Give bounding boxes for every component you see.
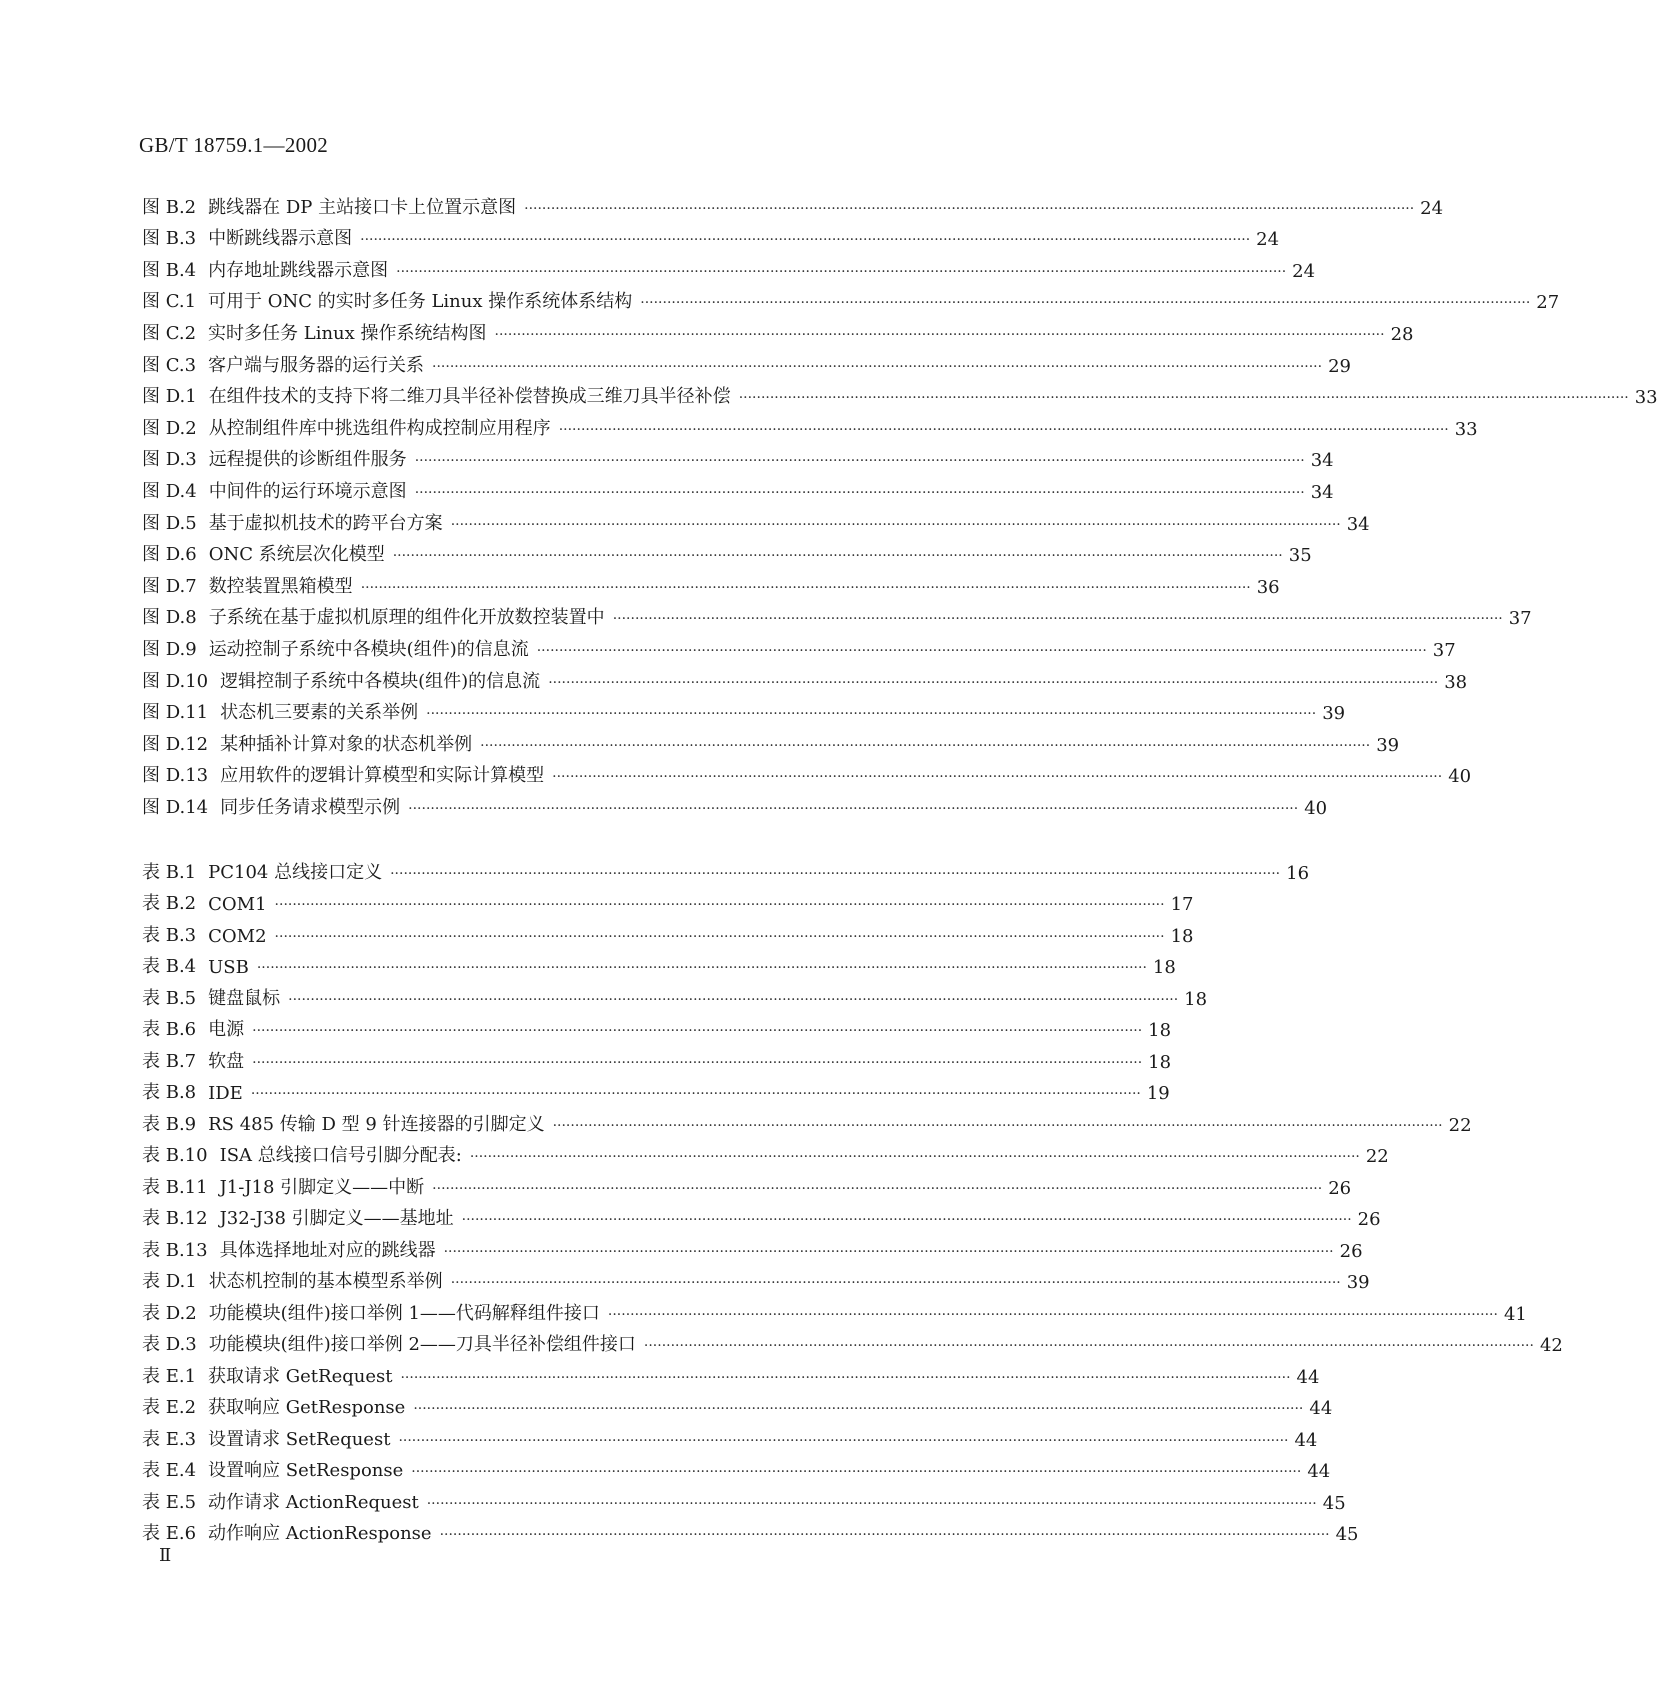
figure-label: 图 D.1 <box>142 386 197 408</box>
table-label: 表 B.6 <box>142 1019 197 1040</box>
table-list <box>142 852 1563 1545</box>
table-entry[interactable] <box>142 1388 1333 1420</box>
figure-page-number: 24 <box>1420 197 1444 219</box>
figure-page-number: 34 <box>1310 450 1334 472</box>
dot-leader: ········································································································································································································ <box>558 421 1449 438</box>
figure-entry[interactable] <box>142 661 1468 693</box>
figure-page-number: 27 <box>1536 292 1560 314</box>
dot-leader: ········································································································································································································ <box>524 200 1415 217</box>
figure-entry[interactable] <box>142 629 1456 661</box>
dot-leader: ········································································································································································································ <box>536 642 1427 659</box>
table-page-number: 18 <box>1152 957 1176 978</box>
figure-entry[interactable] <box>142 503 1370 535</box>
figure-title: 同步任务请求模型示例 <box>220 796 401 818</box>
table-title: RS 485 传输 D 型 9 针连接器的引脚定义 <box>208 1113 545 1135</box>
table-entry[interactable] <box>142 1167 1352 1199</box>
figure-page-number: 37 <box>1508 608 1532 630</box>
table-label: 表 E.6 <box>142 1523 197 1544</box>
figure-entry[interactable] <box>142 598 1532 630</box>
figure-page-number: 38 <box>1444 671 1468 693</box>
dot-leader: ········································································································································································································ <box>607 1306 1498 1323</box>
dot-leader: ········································································································································································································ <box>469 1149 1360 1165</box>
figure-title: 客户端与服务器的运行关系 <box>208 354 425 376</box>
table-title: 功能模块(组件)接口举例 2——刀具半径补偿组件接口 <box>208 1334 636 1355</box>
figure-title: 某种插补计算对象的状态机举例 <box>220 733 473 755</box>
figure-entry[interactable] <box>142 250 1316 282</box>
table-entry[interactable] <box>142 1325 1563 1357</box>
table-label: 表 D.1 <box>142 1271 197 1292</box>
table-label: 表 E.5 <box>142 1491 197 1513</box>
table-entry[interactable] <box>142 1073 1170 1105</box>
figure-label: 图 C.2 <box>142 322 197 344</box>
figure-label: 图 D.11 <box>142 702 209 724</box>
table-title: 获取响应 GetResponse <box>208 1397 406 1418</box>
figure-entry[interactable] <box>142 535 1312 567</box>
figure-entry[interactable] <box>142 440 1334 472</box>
dot-leader: ········································································································································································································ <box>480 737 1371 754</box>
table-title: 功能模块(组件)接口举例 1——代码解释组件接口 <box>208 1302 600 1324</box>
table-page-number: 18 <box>1170 925 1194 947</box>
dot-leader: ········································································································································································································ <box>411 1464 1302 1480</box>
dot-leader: ········································································································································································································ <box>552 769 1443 786</box>
table-page-number: 18 <box>1148 1051 1172 1073</box>
table-title: COM2 <box>208 925 267 947</box>
figure-label: 图 B.3 <box>142 228 197 250</box>
table-label: 表 B.5 <box>142 987 197 1009</box>
figure-page-number: 36 <box>1256 576 1280 598</box>
table-label: 表 B.3 <box>142 924 197 946</box>
table-title: 动作响应 ActionResponse <box>208 1523 432 1544</box>
table-title: 动作请求 ActionRequest <box>208 1491 419 1513</box>
table-page-number: 19 <box>1146 1083 1170 1104</box>
table-page-number: 44 <box>1307 1461 1331 1482</box>
dot-leader: ········································································································································································································ <box>392 548 1283 565</box>
figure-page-number: 35 <box>1288 545 1312 567</box>
table-label: 表 B.7 <box>142 1050 197 1072</box>
table-page-number: 26 <box>1328 1177 1352 1199</box>
figure-label: 图 D.3 <box>142 449 197 471</box>
figure-label: 图 D.8 <box>142 607 197 629</box>
table-entry[interactable] <box>142 1356 1320 1388</box>
figure-label: 图 C.3 <box>142 354 197 376</box>
figure-page-number: 40 <box>1448 766 1472 788</box>
table-entry[interactable] <box>142 1262 1370 1294</box>
table-title: 键盘鼠标 <box>208 987 281 1009</box>
figure-entry[interactable] <box>142 566 1280 598</box>
figure-page-number: 39 <box>1322 703 1346 725</box>
dot-leader: ········································································································································································································ <box>426 706 1317 723</box>
dot-leader: ········································································································································································································ <box>640 295 1531 312</box>
table-title: J32-J38 引脚定义——基地址 <box>219 1208 454 1229</box>
figure-label: 图 D.5 <box>142 512 197 534</box>
dot-leader: ········································································································································································································ <box>450 516 1341 533</box>
table-title: 设置响应 SetResponse <box>208 1460 404 1481</box>
figure-label: 图 D.4 <box>142 480 197 502</box>
dot-leader: ········································································································································································································ <box>612 611 1503 628</box>
figure-title: 数控装置黑箱模型 <box>208 575 353 597</box>
dot-leader: ········································································································································································································ <box>252 1023 1143 1039</box>
table-title: 设置请求 SetRequest <box>208 1428 391 1450</box>
figure-entry[interactable] <box>142 756 1472 788</box>
table-label: 表 B.4 <box>142 956 197 977</box>
figure-title: 在组件技术的支持下将二维刀具半径补偿替换成三维刀具半径补偿 <box>208 386 731 408</box>
table-page-number: 45 <box>1335 1524 1359 1545</box>
figure-page-number: 33 <box>1634 387 1658 409</box>
table-title: 软盘 <box>208 1050 245 1072</box>
figure-title: 中间件的运行环境示意图 <box>208 480 407 502</box>
table-entry[interactable] <box>142 1482 1346 1514</box>
figure-title: 运动控制子系统中各模块(组件)的信息流 <box>208 638 529 660</box>
dot-leader: ········································································································································································································ <box>552 1117 1443 1134</box>
figure-label: 图 D.10 <box>142 670 209 692</box>
figure-label: 图 D.2 <box>142 417 197 439</box>
dot-leader: ········································································································································································································ <box>738 390 1629 407</box>
dot-leader: ········································································································································································································ <box>450 1275 1341 1291</box>
table-page-number: 44 <box>1309 1398 1333 1419</box>
dot-leader: ········································································································································································································ <box>288 991 1179 1008</box>
dot-leader: ········································································································································································································ <box>432 1180 1323 1197</box>
figure-title: 中断跳线器示意图 <box>208 228 353 250</box>
figure-page-number: 29 <box>1328 355 1351 377</box>
table-page-number: 26 <box>1339 1240 1363 1262</box>
dot-leader: ········································································································································································································ <box>414 484 1305 501</box>
table-page-number: 39 <box>1346 1272 1370 1293</box>
figure-entry[interactable] <box>142 377 1658 409</box>
figure-entry[interactable] <box>142 471 1334 503</box>
figure-label: 图 D.6 <box>142 544 197 566</box>
figure-entry[interactable] <box>142 345 1351 377</box>
table-page-number: 41 <box>1503 1303 1527 1325</box>
figure-entry[interactable] <box>142 787 1328 819</box>
figure-entry[interactable] <box>142 693 1346 725</box>
dot-leader: ········································································································································································································ <box>494 326 1385 343</box>
figure-title: 状态机三要素的关系举例 <box>220 702 419 724</box>
figure-title: 子系统在基于虚拟机原理的组件化开放数控装置中 <box>208 607 605 629</box>
dot-leader: ········································································································································································································ <box>439 1527 1330 1543</box>
table-entry[interactable] <box>142 884 1194 916</box>
table-entry[interactable] <box>142 1419 1318 1451</box>
table-entry[interactable] <box>142 915 1194 947</box>
figure-label: 图 C.1 <box>142 291 197 313</box>
figure-label: 图 D.13 <box>142 765 209 787</box>
figure-entry[interactable] <box>142 282 1560 314</box>
figure-label: 图 B.2 <box>142 196 197 218</box>
dot-leader: ········································································································································································································ <box>443 1243 1334 1260</box>
table-label: 表 E.2 <box>142 1397 197 1418</box>
figure-list <box>142 187 1658 819</box>
dot-leader: ········································································································································································································ <box>396 263 1287 280</box>
figure-page-number: 37 <box>1432 639 1456 661</box>
table-entry[interactable] <box>142 1230 1363 1262</box>
figure-title: 可用于 ONC 的实时多任务 Linux 操作系统体系结构 <box>208 291 633 313</box>
figure-page-number: 24 <box>1256 229 1280 251</box>
page-number: Ⅱ <box>159 1545 172 1565</box>
dot-leader: ········································································································································································································ <box>461 1212 1352 1228</box>
figure-title: 逻辑控制子系统中各模块(组件)的信息流 <box>220 670 541 692</box>
figure-label: 图 D.9 <box>142 638 197 660</box>
table-label: 表 B.10 <box>142 1145 208 1166</box>
table-label: 表 B.8 <box>142 1082 197 1103</box>
figure-entry[interactable] <box>142 408 1478 440</box>
table-page-number: 45 <box>1322 1492 1346 1514</box>
table-label: 表 D.2 <box>142 1302 197 1324</box>
dot-leader: ········································································································································································································ <box>274 897 1165 913</box>
dot-leader: ········································································································································································································ <box>274 928 1165 945</box>
dot-leader: ········································································································································································································ <box>432 358 1323 375</box>
dot-leader: ········································································································································································································ <box>390 865 1281 882</box>
table-entry[interactable] <box>142 1293 1527 1325</box>
table-title: 获取请求 GetRequest <box>208 1365 393 1387</box>
table-title: USB <box>208 957 249 978</box>
table-entry[interactable] <box>142 1199 1381 1231</box>
table-label: 表 E.1 <box>142 1365 197 1387</box>
table-entry[interactable] <box>142 1041 1172 1073</box>
table-title: COM1 <box>208 894 267 915</box>
figure-page-number: 34 <box>1310 481 1334 503</box>
standard-code: GB/T 18759.1—2002 <box>139 133 329 157</box>
table-label: 表 B.9 <box>142 1113 197 1135</box>
table-title: 电源 <box>208 1019 245 1040</box>
table-title: J1-J18 引脚定义——中断 <box>219 1176 425 1198</box>
table-page-number: 18 <box>1184 988 1208 1010</box>
table-label: 表 B.12 <box>142 1208 208 1229</box>
figure-title: 远程提供的诊断组件服务 <box>208 449 407 471</box>
table-page-number: 22 <box>1448 1114 1472 1136</box>
table-entry[interactable] <box>142 1136 1389 1168</box>
dot-leader: ········································································································································································································ <box>414 453 1305 470</box>
figure-label: 图 D.14 <box>142 796 209 818</box>
figure-page-number: 33 <box>1454 418 1478 440</box>
figure-page-number: 24 <box>1292 260 1316 282</box>
figure-title: 从控制组件库中挑选组件构成控制应用程序 <box>208 417 551 439</box>
figure-page-number: 34 <box>1346 513 1370 535</box>
dot-leader: ········································································································································································································ <box>548 674 1439 691</box>
dot-leader: ········································································································································································································ <box>400 1369 1291 1386</box>
dot-leader: ········································································································································································································ <box>252 1054 1143 1071</box>
figure-entry[interactable] <box>142 313 1414 345</box>
table-entry[interactable] <box>142 1010 1172 1042</box>
figure-title: 应用软件的逻辑计算模型和实际计算模型 <box>220 765 545 787</box>
table-page-number: 17 <box>1170 894 1194 915</box>
table-label: 表 E.3 <box>142 1428 197 1450</box>
table-label: 表 B.2 <box>142 893 197 914</box>
table-entry[interactable] <box>142 978 1208 1010</box>
table-entry[interactable] <box>142 1514 1359 1546</box>
figure-entry[interactable] <box>142 187 1444 219</box>
table-label: 表 D.3 <box>142 1334 197 1355</box>
dot-leader: ········································································································································································································ <box>256 960 1147 976</box>
table-page-number: 16 <box>1286 862 1310 884</box>
table-title: PC104 总线接口定义 <box>208 861 383 883</box>
table-page-number: 44 <box>1296 1366 1320 1388</box>
dot-leader: ········································································································································································································ <box>426 1495 1317 1512</box>
table-page-number: 18 <box>1148 1020 1172 1041</box>
table-label: 表 E.4 <box>142 1460 197 1481</box>
dot-leader: ········································································································································································································ <box>413 1401 1304 1417</box>
figure-label: 图 D.7 <box>142 575 197 597</box>
table-title: 状态机控制的基本模型系举例 <box>208 1271 443 1292</box>
figure-title: 基于虚拟机技术的跨平台方案 <box>208 512 443 534</box>
figure-title: 内存地址跳线器示意图 <box>208 259 389 281</box>
figure-entry[interactable] <box>142 724 1400 756</box>
table-page-number: 22 <box>1365 1146 1389 1167</box>
table-title: 具体选择地址对应的跳线器 <box>219 1239 436 1261</box>
figure-entry[interactable] <box>142 219 1280 251</box>
dot-leader: ········································································································································································································ <box>250 1086 1141 1102</box>
table-title: IDE <box>208 1083 243 1104</box>
dot-leader: ········································································································································································································ <box>360 579 1251 596</box>
table-label: 表 B.13 <box>142 1239 208 1261</box>
dot-leader: ········································································································································································································ <box>408 800 1299 817</box>
dot-leader: ········································································································································································································ <box>643 1338 1534 1354</box>
figure-title: 跳线器在 DP 主站接口卡上位置示意图 <box>208 196 517 218</box>
table-page-number: 26 <box>1357 1209 1381 1230</box>
table-entry[interactable] <box>142 1104 1472 1136</box>
dot-leader: ········································································································································································································ <box>360 232 1251 249</box>
figure-label: 图 D.12 <box>142 733 209 755</box>
table-entry[interactable] <box>142 947 1176 979</box>
table-entry[interactable] <box>142 1451 1331 1483</box>
table-entry[interactable] <box>142 852 1310 884</box>
table-page-number: 42 <box>1539 1335 1563 1356</box>
figure-page-number: 40 <box>1304 797 1328 819</box>
figure-page-number: 39 <box>1376 734 1400 756</box>
table-label: 表 B.1 <box>142 861 197 883</box>
figure-label: 图 B.4 <box>142 259 197 281</box>
table-title: ISA 总线接口信号引脚分配表: <box>219 1145 462 1166</box>
figure-title: 实时多任务 Linux 操作系统结构图 <box>208 322 487 344</box>
table-label: 表 B.11 <box>142 1176 208 1198</box>
dot-leader: ········································································································································································································ <box>398 1432 1289 1449</box>
figure-title: ONC 系统层次化模型 <box>208 544 385 566</box>
table-page-number: 44 <box>1294 1429 1318 1451</box>
figure-page-number: 28 <box>1390 323 1414 345</box>
